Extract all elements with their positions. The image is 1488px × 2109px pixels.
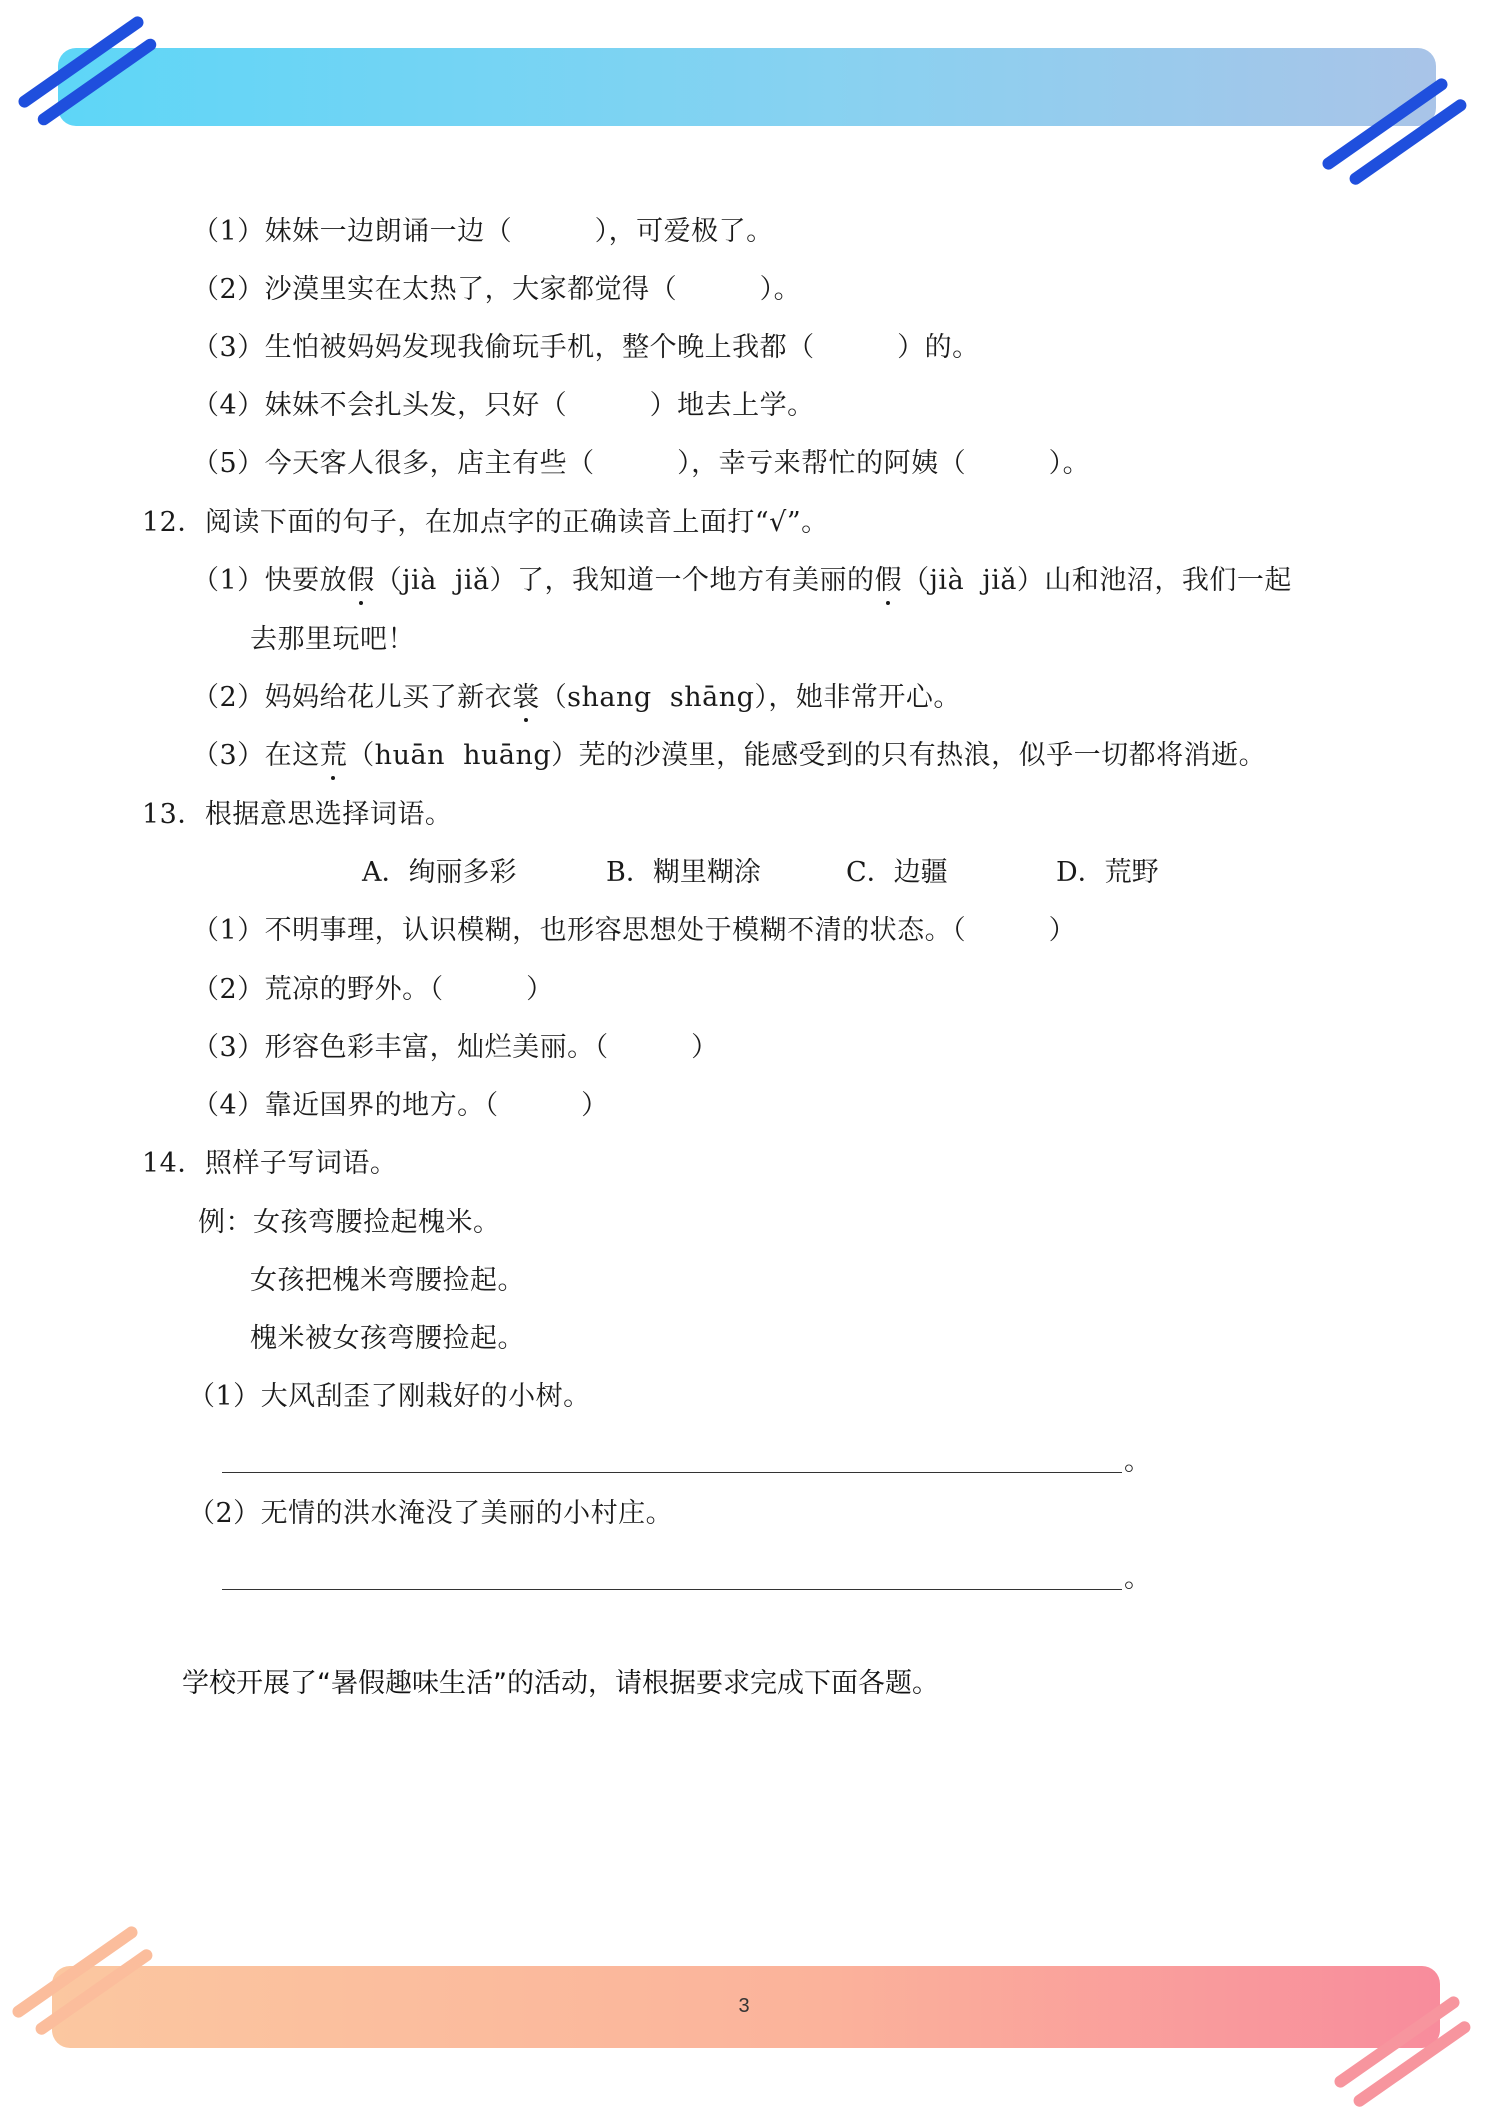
dotted-char: 假 [347,565,375,596]
q12-item-1-text: （1）快要放 [192,565,348,596]
q14-answer-line-2[interactable] [222,1589,1122,1590]
q14-answer-period-2: 。 [1124,1563,1151,1594]
q13-option-a: A．绚丽多彩 [362,857,517,888]
q14-item-1: （1）大风刮歪了刚栽好的小树。 [188,1381,591,1412]
q12-item-2-text: （shang shāng），她非常开心。 [539,682,961,713]
q12-title: 12．阅读下面的句子，在加点字的正确读音上面打“√”。 [142,507,829,538]
dotted-char: 假 [874,565,903,596]
q13-item-2: （2）荒凉的野外。（ ） [192,974,554,1005]
q12-item-1 [192,565,1292,597]
q12-item-3-text: （huān huāng）芜的沙漠里，能感受到的只有热浪，似乎一切都将消逝。 [347,740,1267,771]
q12-item-3 [192,740,1266,772]
q13-option-d: D．荒野 [1056,857,1159,888]
q14-example: 例：女孩弯腰捡起槐米。 [198,1207,501,1238]
q11-item-5: （5）今天客人很多，店主有些（ ），幸亏来帮忙的阿姨（ ）。 [192,448,1091,479]
q13-title: 13．根据意思选择词语。 [142,799,453,830]
q11-item-2: （2）沙漠里实在太热了，大家都觉得（ ）。 [192,274,802,305]
header-banner [58,48,1436,126]
q12-item-3-text: （3）在这 [192,740,320,771]
page-number: 3 [738,1995,750,2017]
q13-option-c: C．边疆 [846,857,948,888]
q11-item-3: （3）生怕被妈妈发现我偷玩手机，整个晚上我都（ ）的。 [192,332,980,363]
q13-item-3: （3）形容色彩丰富，灿烂美丽。（ ） [192,1032,719,1063]
q13-item-4: （4）靠近国界的地方。（ ） [192,1090,609,1121]
q12-item-1-text: （jià jiǎ）山和池沼，我们一起 [902,565,1292,596]
q14-example-answer-2: 槐米被女孩弯腰捡起。 [250,1323,525,1354]
q14-item-2: （2）无情的洪水淹没了美丽的小村庄。 [188,1498,674,1529]
q14-answer-period-1: 。 [1124,1446,1151,1477]
q12-item-1-continued: 去那里玩吧！ [250,624,415,655]
section-title: 学校开展了“暑假趣味生活”的活动，请根据要求完成下面各题。 [182,1668,939,1699]
q11-item-1: （1）妹妹一边朗诵一边（ ），可爱极了。 [192,216,774,247]
q13-item-1: （1）不明事理，认识模糊，也形容思想处于模糊不清的状态。（ ） [192,915,1077,946]
q14-title: 14．照样子写词语。 [142,1148,398,1179]
q13-option-b: B．糊里糊涂 [606,857,761,888]
q14-example-answer-1: 女孩把槐米弯腰捡起。 [250,1265,525,1296]
q12-item-2 [192,682,961,714]
dotted-char: 荒 [319,740,348,771]
q12-item-1-text: （jià jiǎ）了，我知道一个地方有美丽的 [374,565,875,596]
dotted-char: 裳 [512,682,540,713]
q11-item-4: （4）妹妹不会扎头发，只好（ ）地去上学。 [192,390,815,421]
q14-answer-line-1[interactable] [222,1472,1122,1473]
q12-item-2-text: （2）妈妈给花儿买了新衣 [192,682,513,713]
